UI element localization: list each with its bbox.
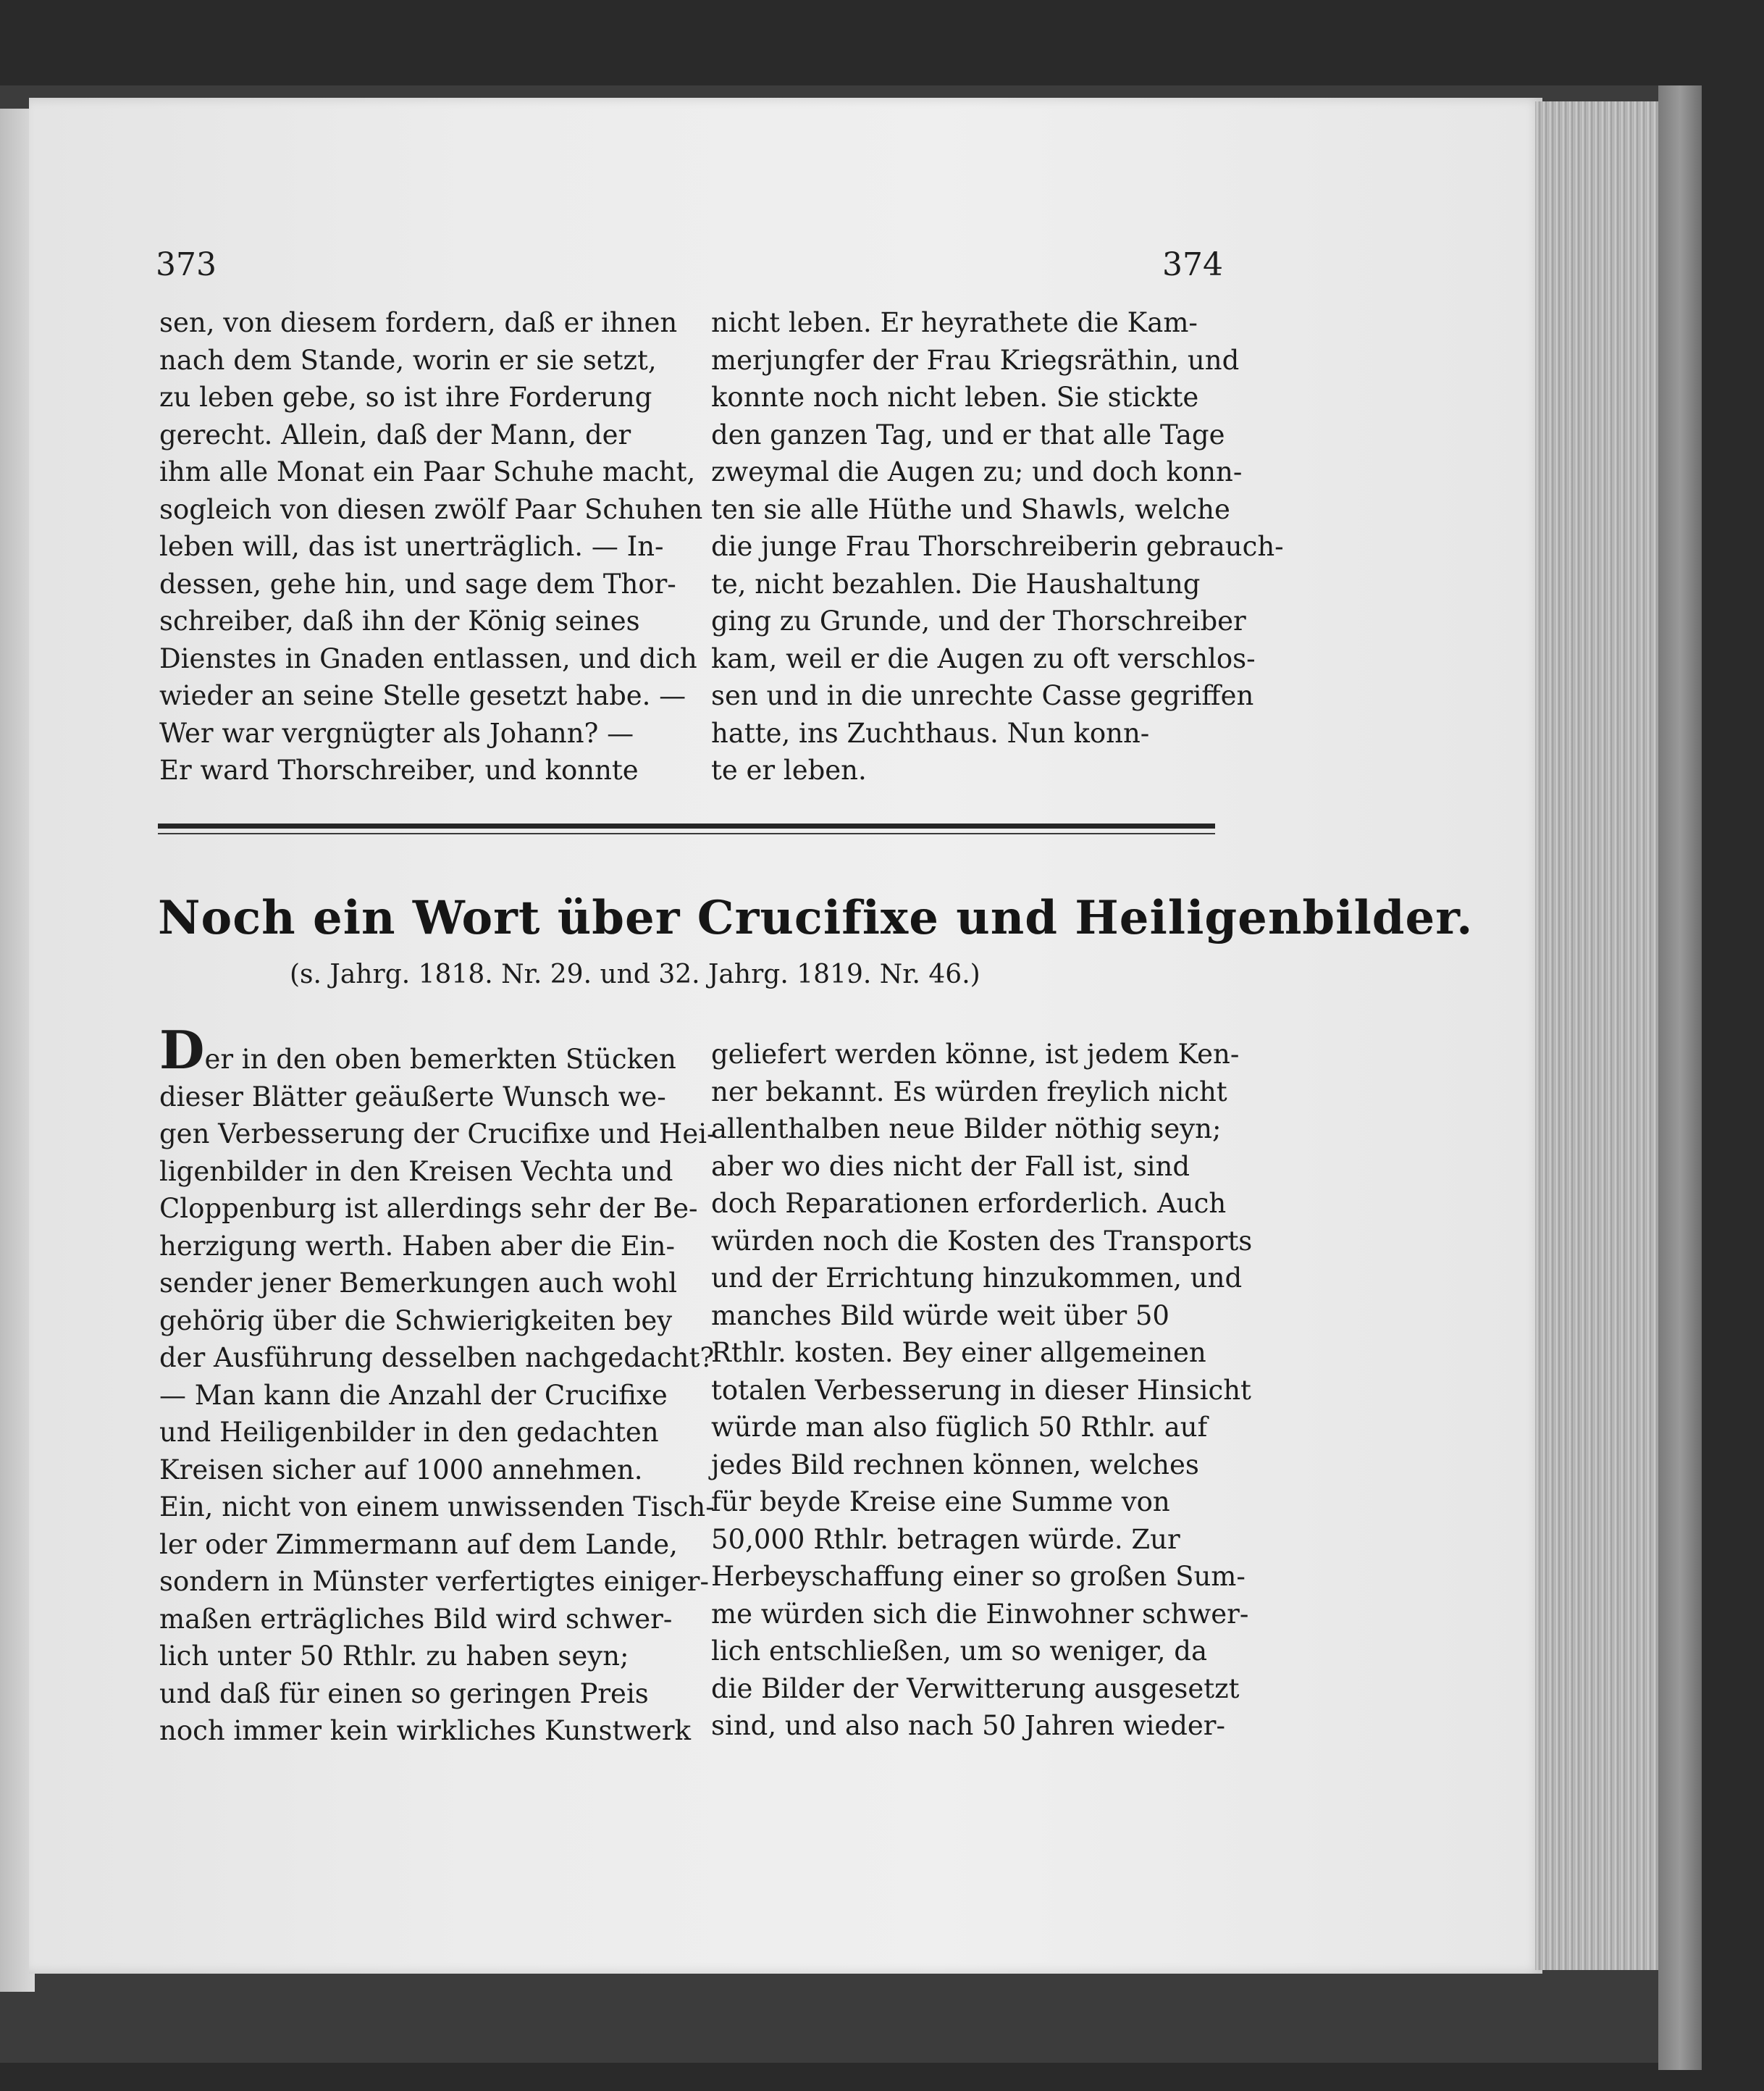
article2-title: Noch ein Wort über Crucifixe und Heiligenbilder. — [158, 891, 1474, 945]
article2-col2-line: jedes Bild rechnen können, welches — [711, 1449, 1199, 1480]
article2-col2-line: allenthalben neue Bilder nöthig seyn; — [711, 1113, 1222, 1144]
article1-col1-line: zu leben gebe, so ist ihre Forderung — [159, 382, 652, 413]
page-fore-edge — [1535, 101, 1666, 1970]
article2-subtitle: (s. Jahrg. 1818. Nr. 29. und 32. Jahrg. 1819. Nr. 46.) — [290, 960, 980, 989]
article2-col1-line: und daß für einen so geringen Preis — [159, 1677, 649, 1709]
first-line-text: er in den oben bemerkten Stücken — [204, 1044, 676, 1075]
article1-col2-line: sen und in die unrechte Casse gegriffen — [711, 680, 1254, 711]
article2-col1-line: der Ausführung desselben nachgedacht? — [159, 1342, 715, 1373]
article2-col1-line: ligenbilder in den Kreisen Vechta und — [159, 1155, 673, 1187]
drop-cap: D — [159, 1019, 205, 1081]
article1-col2-line: konnte noch nicht leben. Sie stickte — [711, 382, 1199, 413]
article2-col2-line: sind, und also nach 50 Jahren wieder- — [711, 1710, 1225, 1741]
article2-col1-line: noch immer kein wirkliches Kunstwerk — [159, 1715, 692, 1746]
article2-col2-line: aber wo dies nicht der Fall ist, sind — [711, 1150, 1190, 1182]
article2-col2-line: und der Errichtung hinzukommen, und — [711, 1262, 1243, 1294]
article2-col2-line: würde man also füglich 50 Rthlr. auf — [711, 1412, 1208, 1443]
article2-col1-line: dieser Blätter geäußerte Wunsch we- — [159, 1081, 666, 1112]
article2-col2-line: me würden sich die Einwohner schwer- — [711, 1598, 1249, 1630]
article1-column-2 — [711, 304, 1284, 789]
article2-col2-line: Herbeyschaffung einer so großen Sum- — [711, 1561, 1246, 1592]
article1-column-1 — [159, 304, 703, 789]
article1-col1-line: leben will, das ist unerträglich. — In- — [159, 531, 664, 562]
article2-col1-line: lich unter 50 Rthlr. zu haben seyn; — [159, 1640, 629, 1672]
article1-col1-line: dessen, gehe hin, und sage dem Thor- — [159, 568, 676, 600]
article2-col2-line: totalen Verbesserung in dieser Hinsicht — [711, 1374, 1251, 1406]
article2-col2-line: für beyde Kreise eine Summe von — [711, 1486, 1170, 1517]
article1-col2-line: die junge Frau Thorschreiberin gebrauch- — [711, 531, 1284, 562]
article1-col2-line: te, nicht bezahlen. Die Haushaltung — [711, 568, 1201, 600]
article2-column-1 — [159, 1019, 716, 1750]
article2-col2-line: geliefert werden könne, ist jedem Ken- — [711, 1039, 1240, 1070]
article1-col2-line: ging zu Grunde, und der Thorschreiber — [711, 605, 1246, 637]
article2-col1-line: Kreisen sicher auf 1000 annehmen. — [159, 1454, 643, 1486]
article1-col2-line: te er leben. — [711, 755, 867, 786]
article1-col2-line: ten sie alle Hüthe und Shawls, welche — [711, 493, 1230, 525]
book-cover-edge — [1658, 85, 1702, 2070]
article1-col1-line: wieder an seine Stelle gesetzt habe. — — [159, 680, 686, 711]
article2-col2-line: manches Bild würde weit über 50 — [711, 1299, 1169, 1331]
article2-col1-line: ler oder Zimmermann auf dem Lande, — [159, 1528, 678, 1560]
article2-col1-line: und Heiligenbilder in den gedachten — [159, 1417, 659, 1448]
page-number-right: 374 — [1162, 246, 1223, 283]
article1-col2-line: kam, weil er die Augen zu oft verschlos- — [711, 642, 1256, 674]
article2-column-1-lines — [159, 1078, 716, 1750]
article1-col1-line: Wer war vergnügter als Johann? — — [159, 717, 634, 749]
article2-col1-line: Cloppenburg ist allerdings sehr der Be- — [159, 1193, 698, 1224]
article1-col2-line: zweymal die Augen zu; und doch konn- — [711, 456, 1243, 487]
article2-col2-line: lich entschließen, um so weniger, da — [711, 1635, 1208, 1667]
article2-col2-line: 50,000 Rthlr. betragen würde. Zur — [711, 1523, 1180, 1555]
article2-col2-line: ner bekannt. Es würden freylich nicht — [711, 1076, 1227, 1107]
page-number-left: 373 — [156, 246, 217, 283]
article2-col1-line: gen Verbesserung der Crucifixe und Hei- — [159, 1118, 716, 1149]
article1-col1-line: sen, von diesem fordern, daß er ihnen — [159, 307, 678, 338]
article1-col2-line: den ganzen Tag, und er that alle Tage — [711, 419, 1225, 451]
article1-col1-line: ihm alle Monat ein Paar Schuhe macht, — [159, 456, 696, 487]
article2-first-line — [159, 1019, 677, 1081]
section-divider-thin — [158, 833, 1215, 834]
article2-col2-line: Rthlr. kosten. Bey einer allgemeinen — [711, 1337, 1206, 1368]
article2-col1-line: sender jener Bemerkungen auch wohl — [159, 1267, 678, 1299]
article2-column-2 — [711, 1036, 1253, 1745]
article1-col2-line: hatte, ins Zuchthaus. Nun konn- — [711, 717, 1150, 749]
article1-col1-line: Er ward Thorschreiber, und konnte — [159, 755, 639, 786]
article2-col2-line: würden noch die Kosten des Transports — [711, 1225, 1253, 1257]
article2-col2-line: doch Reparationen erforderlich. Auch — [711, 1188, 1227, 1219]
article1-col2-line: merjungfer der Frau Kriegsräthin, und — [711, 344, 1240, 376]
article1-col1-line: Dienstes in Gnaden entlassen, und dich — [159, 642, 697, 674]
article2-col1-line: herzigung werth. Haben aber die Ein- — [159, 1230, 675, 1262]
article2-col1-line: — Man kann die Anzahl der Crucifixe — [159, 1379, 668, 1411]
article2-col2-line: die Bilder der Verwitterung ausgesetzt — [711, 1672, 1240, 1704]
article1-col1-line: sogleich von diesen zwölf Paar Schuhen — [159, 493, 703, 525]
section-divider — [158, 824, 1215, 829]
article1-col1-line: gerecht. Allein, daß der Mann, der — [159, 419, 631, 451]
article2-col1-line: sondern in Münster verfertigtes einiger- — [159, 1566, 709, 1597]
article2-col1-line: maßen erträgliches Bild wird schwer- — [159, 1603, 673, 1635]
article1-col2-line: nicht leben. Er heyrathete die Kam- — [711, 307, 1198, 338]
article1-col1-line: schreiber, daß ihn der König seines — [159, 605, 640, 637]
article1-col1-line: nach dem Stande, worin er sie setzt, — [159, 344, 657, 376]
article2-col1-line: gehörig über die Schwierigkeiten bey — [159, 1304, 673, 1336]
article2-col1-line: Ein, nicht von einem unwissenden Tisch- — [159, 1491, 715, 1522]
